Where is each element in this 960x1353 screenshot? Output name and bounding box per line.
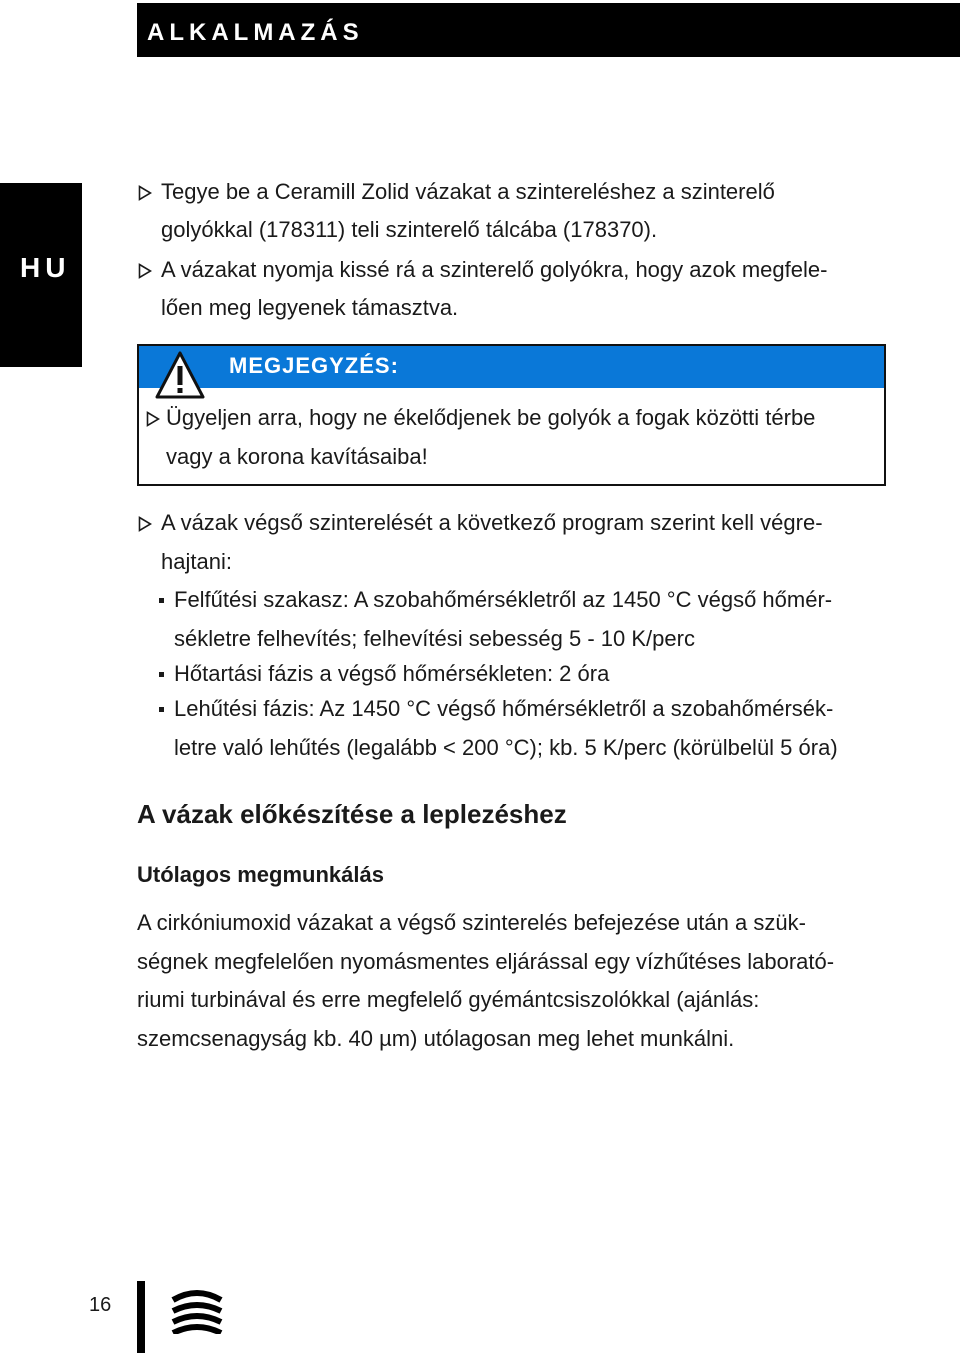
paragraph-line: szemcsenagyság kb. 40 µm) utólagosan meg lehet munkálni.: [137, 1026, 735, 1051]
note-text-line: vagy a korona kavításaiba!: [166, 444, 428, 469]
phase-text-line: Felfűtési szakasz: A szobahőmérsékletről az 1450 °C végső hőmér-: [174, 587, 833, 612]
triangle-right-outline-icon: [146, 411, 160, 427]
paragraph-line: A cirkóniumoxid vázakat a végső szinterelés befejezése után a szük-: [137, 910, 806, 935]
step-text-line: Tegye be a Ceramill Zolid vázakat a szintereléshez a szinterelő: [161, 179, 775, 204]
triangle-right-outline-icon: [138, 516, 152, 532]
paragraph-line: riumi turbinával és erre megfelelő gyémántcsiszolókkal (ajánlás:: [137, 987, 760, 1012]
subsection-heading: Utólagos megmunkálás: [137, 862, 384, 887]
footer-rule: [137, 1281, 145, 1353]
brand-logo-icon: [171, 1288, 223, 1334]
triangle-right-outline-icon: [138, 263, 152, 279]
phase-text-line: Hőtartási fázis a végső hőmérsékleten: 2 óra: [174, 661, 610, 686]
note-text-line: Ügyeljen arra, hogy ne ékelődjenek be golyók a fogak közötti térbe: [166, 405, 816, 430]
step-text-line: golyókkal (178311) teli szinterelő tálcába (178370).: [161, 217, 658, 242]
step-text-line: hajtani:: [161, 549, 232, 574]
triangle-right-outline-icon: [138, 185, 152, 201]
page-number: 16: [89, 1294, 112, 1316]
step-text-line: lően meg legyenek támasztva.: [161, 295, 459, 320]
phase-text-line: sékletre felhevítés; felhevítési sebesség 5 - 10 K/perc: [174, 626, 695, 651]
language-tab: [0, 183, 82, 367]
note-title: MEGJEGYZÉS:: [229, 353, 399, 378]
bullet-square-icon: [159, 707, 164, 712]
phase-text-line: Lehűtési fázis: Az 1450 °C végső hőmérsékletről a szobahőmérsék-: [174, 696, 834, 721]
step-text-line: A vázakat nyomja kissé rá a szinterelő golyókra, hogy azok megfele-: [161, 257, 828, 282]
step-text-line: A vázak végső szinterelését a következő program szerint kell végre-: [161, 510, 823, 535]
bullet-square-icon: [159, 598, 164, 603]
phase-text-line: letre való lehűtés (legalább < 200 °C); kb. 5 K/perc (körülbelül 5 óra): [174, 735, 838, 760]
section-header-bar: [137, 3, 960, 57]
section-title: ALKALMAZÁS: [147, 19, 364, 46]
language-label: HU: [20, 252, 71, 283]
note-box: [137, 344, 886, 486]
warning-triangle-icon: [154, 350, 206, 400]
paragraph-line: ségnek megfelelően nyomásmentes eljárással egy vízhűtéses laborató-: [137, 949, 835, 974]
section-heading: A vázak előkészítése a leplezéshez: [137, 799, 567, 829]
note-header: [139, 346, 884, 388]
bullet-square-icon: [159, 672, 164, 677]
